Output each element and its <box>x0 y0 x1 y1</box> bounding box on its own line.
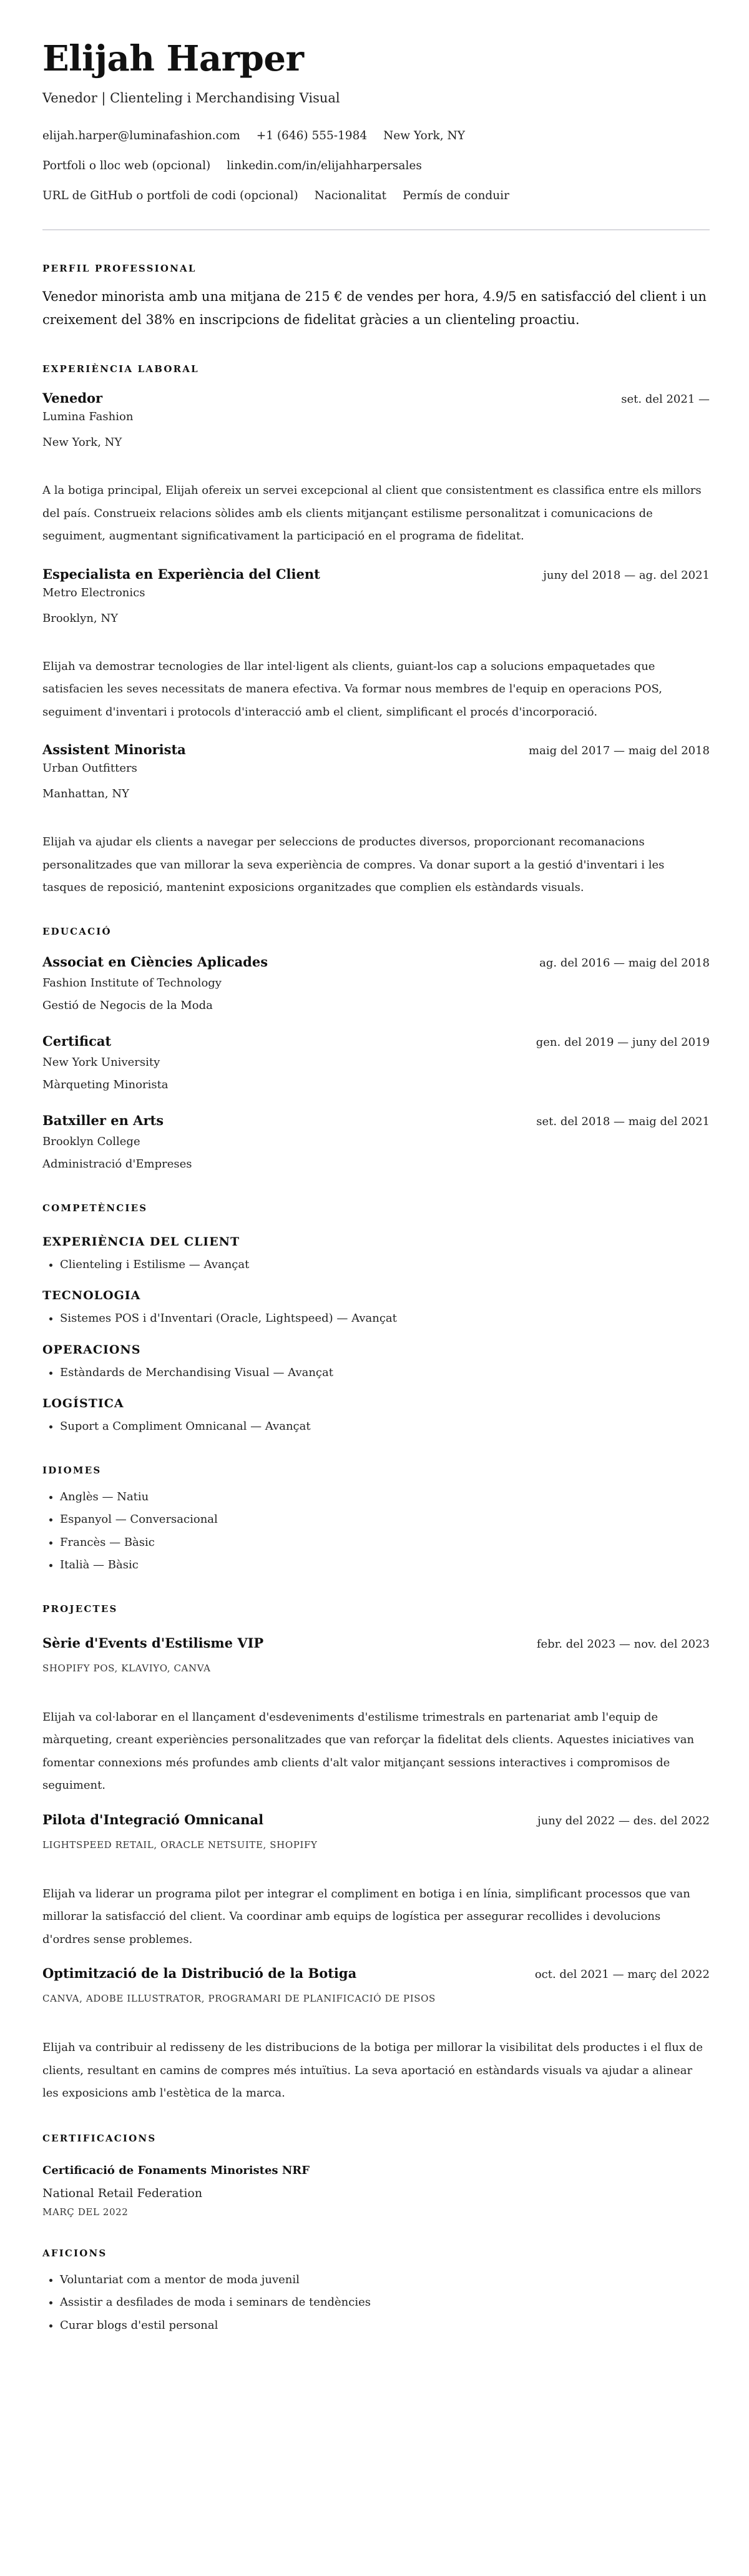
company-name: Metro Electronics <box>42 586 145 599</box>
company-name: Lumina Fashion <box>42 410 134 423</box>
entry-title: Especialista en Experiència del Client <box>42 566 320 582</box>
certification-issuer: National Retail Federation <box>42 2186 203 2200</box>
certifications-list <box>42 2163 710 2219</box>
entry-title: Sèrie d'Events d'Estilisme VIP <box>42 1635 264 1651</box>
job-location: Manhattan, NY <box>42 787 129 800</box>
candidate-name: Elijah Harper <box>42 38 304 79</box>
project-tech-stack: SHOPIFY POS, KLAVIYO, CANVA <box>42 1662 211 1674</box>
entry-title: Pilota d'Integració Omnicanal <box>42 1811 264 1827</box>
skill-list <box>42 1307 710 1330</box>
entry-date: maig del 2017 — maig del 2018 <box>529 744 710 757</box>
job-location: Brooklyn, NY <box>42 611 119 625</box>
nationality: Nacionalitat <box>314 189 387 202</box>
contact-row <box>42 157 710 175</box>
school-name: Fashion Institute of Technology <box>42 976 222 990</box>
entry-header <box>42 566 710 584</box>
section-heading-certifications: CERTIFICACIONS <box>42 2132 157 2144</box>
project-description: Elijah va col·laborar en el llançament d'esdeveniments d'estilisme trimestrals en partenariat amb l'equip de màrqueting, creant experiències personalitzades que van reforçar la fidelitat dels clients. Aquestes iniciatives van fomentar connexions més profundes amb clients d'alt valor mitjançant sessions interactives i compromisos de seguiment. <box>42 1710 695 1792</box>
entry-date: gen. del 2019 — juny del 2019 <box>536 1035 710 1049</box>
experience-item <box>42 566 710 724</box>
entry-title: Optimització de la Distribució de la Botiga <box>42 1965 357 1981</box>
company-name: Urban Outfitters <box>42 762 137 775</box>
entry-date: juny del 2022 — des. del 2022 <box>537 1814 710 1827</box>
entry-title: Assistent Minorista <box>42 742 186 757</box>
entry-date: oct. del 2021 — març del 2022 <box>534 1968 710 1981</box>
contact-row <box>42 187 710 205</box>
linkedin-link[interactable]: linkedin.com/in/elijahharpersales <box>227 159 422 172</box>
education-list <box>42 953 710 1172</box>
experience-item <box>42 741 710 900</box>
field-of-study: Administració d'Empreses <box>42 1157 192 1171</box>
section-heading-hobbies: AFICIONS <box>42 2247 107 2259</box>
language-item: • Anglès — Natiu <box>60 1486 710 1509</box>
entry-header <box>42 1811 710 1829</box>
projects-list <box>42 1635 710 2105</box>
section-heading-skills: COMPETÈNCIES <box>42 1202 148 1214</box>
job-description: Elijah va demostrar tecnologies de llar intel·ligent als clients, guiant-los cap a solucions empaquetades que satisfacien les seves necessitats de manera efectiva. Va formar nous membres de l'equip en operacions POS, seguiment d'inventari i protocols d'interacció amb el client, simplificant el procés d'incorporació. <box>42 659 662 719</box>
profile-summary: Venedor minorista amb una mitjana de 215 € de vendes per hora, 4.9/5 en satisfacció del client i un creixement del 38% en inscripcions de fidelitat gràcies a un clienteling proactiu. <box>42 289 707 327</box>
section-heading-experience: EXPERIÈNCIA LABORAL <box>42 363 199 375</box>
field-of-study: Gestió de Negocis de la Moda <box>42 998 213 1012</box>
skill-category: TECNOLOGIA <box>42 1289 141 1302</box>
entry-header <box>42 953 710 971</box>
entry-header <box>42 1635 710 1653</box>
school-name: Brooklyn College <box>42 1134 140 1148</box>
entry-header <box>42 1033 710 1051</box>
entry-date: ag. del 2016 — maig del 2018 <box>539 956 710 970</box>
email-link[interactable]: elijah.harper@luminafashion.com <box>42 129 240 142</box>
portfolio-link[interactable]: Portfoli o lloc web (opcional) <box>42 159 211 172</box>
language-item: • Espanyol — Conversacional <box>60 1508 710 1531</box>
project-item <box>42 1965 710 2105</box>
skill-category: OPERACIONS <box>42 1342 141 1357</box>
header-divider <box>42 229 710 230</box>
candidate-headline: Venedor | Clienteling i Merchandising Visual <box>42 91 340 106</box>
project-tech-stack: LIGHTSPEED RETAIL, ORACLE NETSUITE, SHOPIFY <box>42 1839 318 1851</box>
job-location: New York, NY <box>42 436 122 449</box>
language-item: • Italià — Bàsic <box>60 1554 710 1577</box>
entry-date: juny del 2018 — ag. del 2021 <box>543 568 710 582</box>
entry-title: Venedor <box>42 390 103 406</box>
hobbies-list <box>42 2269 710 2338</box>
skill-list <box>42 1362 710 1385</box>
entry-header <box>42 1965 710 1983</box>
skill-item: • Clienteling i Estilisme — Avançat <box>60 1254 710 1277</box>
contact-row <box>42 127 710 145</box>
skill-item: • Suport a Compliment Omnicanal — Avançat <box>60 1415 710 1438</box>
entry-header <box>42 741 710 759</box>
certification-title: Certificació de Fonaments Minoristes NRF <box>42 2163 310 2177</box>
experience-list <box>42 390 710 900</box>
github-link[interactable]: URL de GitHub o portfoli de codi (opcional) <box>42 189 298 202</box>
job-description: A la botiga principal, Elijah ofereix un servei excepcional al client que consistentment es classifica entre els millors del país. Construeix relacions sòlides amb els clients mitjançant estilisme personalitzat i comunicacions de seguiment, augmentant significativament la participació en el programa de fidelitat. <box>42 484 702 543</box>
driving-license: Permís de conduir <box>403 189 509 202</box>
language-item: • Francès — Bàsic <box>60 1531 710 1555</box>
phone: +1 (646) 555-1984 <box>256 129 368 142</box>
project-description: Elijah va liderar un programa pilot per integrar el compliment en botiga i en línia, simplificant processos que van millorar la satisfacció del client. Va coordinar amb equips de logística per assegurar recollides i devolucions d'ordres sense problemes. <box>42 1887 690 1946</box>
entry-date: set. del 2021 — <box>621 393 710 406</box>
project-item <box>42 1635 710 1797</box>
entry-date: febr. del 2023 — nov. del 2023 <box>536 1637 710 1651</box>
education-item <box>42 1033 710 1093</box>
hobby-item: • Assistir a desfilades de moda i seminars de tendències <box>60 2291 710 2314</box>
certification-date: MARÇ DEL 2022 <box>42 2206 129 2218</box>
field-of-study: Màrqueting Minorista <box>42 1078 169 1091</box>
section-heading-education: EDUCACIÓ <box>42 925 112 937</box>
skill-item: • Sistemes POS i d'Inventari (Oracle, Lightspeed) — Avançat <box>60 1307 710 1330</box>
skill-category: LOGÍSTICA <box>42 1397 124 1410</box>
entry-title: Certificat <box>42 1033 112 1049</box>
project-description: Elijah va contribuir al redisseny de les distribucions de la botiga per millorar la visibilitat dels productes i el flux de clients, resultant en camins de compres més intuïtius. La seva aportació en estàndards visuals va ajudar a alinear les exposicions amb l'estètica de la marca. <box>42 2041 703 2100</box>
project-item <box>42 1811 710 1952</box>
entry-header <box>42 1112 710 1130</box>
languages-list <box>42 1486 710 1577</box>
entry-date: set. del 2018 — maig del 2021 <box>536 1114 710 1128</box>
skill-list <box>42 1415 710 1438</box>
job-description: Elijah va ajudar els clients a navegar per seleccions de productes diversos, proporcionant recomanacions personalitzades que van millorar la seva experiència de compres. Va donar suport a la gestió d'inventari i les tasques de reposició, mantenint exposicions organitzades que complien els estàndards visuals. <box>42 835 665 894</box>
entry-title: Batxiller en Arts <box>42 1112 164 1128</box>
skill-list <box>42 1254 710 1277</box>
project-tech-stack: CANVA, ADOBE ILLUSTRATOR, PROGRAMARI DE PLANIFICACIÓ DE PISOS <box>42 1993 436 2004</box>
skill-item: • Estàndards de Merchandising Visual — Avançat <box>60 1362 710 1385</box>
experience-item <box>42 390 710 548</box>
section-heading-profile: PERFIL PROFESSIONAL <box>42 263 197 274</box>
entry-title: Associat en Ciències Aplicades <box>42 953 268 970</box>
education-item <box>42 953 710 1014</box>
hobby-item: • Voluntariat com a mentor de moda juvenil <box>60 2269 710 2292</box>
location: New York, NY <box>383 129 465 142</box>
education-item <box>42 1112 710 1172</box>
skill-category: EXPERIÈNCIA DEL CLIENT <box>42 1234 240 1249</box>
hobby-item: • Curar blogs d'estil personal <box>60 2314 710 2338</box>
section-heading-projects: PROJECTES <box>42 1603 118 1615</box>
section-heading-languages: IDIOMES <box>42 1464 102 1476</box>
school-name: New York University <box>42 1055 160 1069</box>
skills-list <box>42 1234 710 1438</box>
entry-header <box>42 390 710 408</box>
